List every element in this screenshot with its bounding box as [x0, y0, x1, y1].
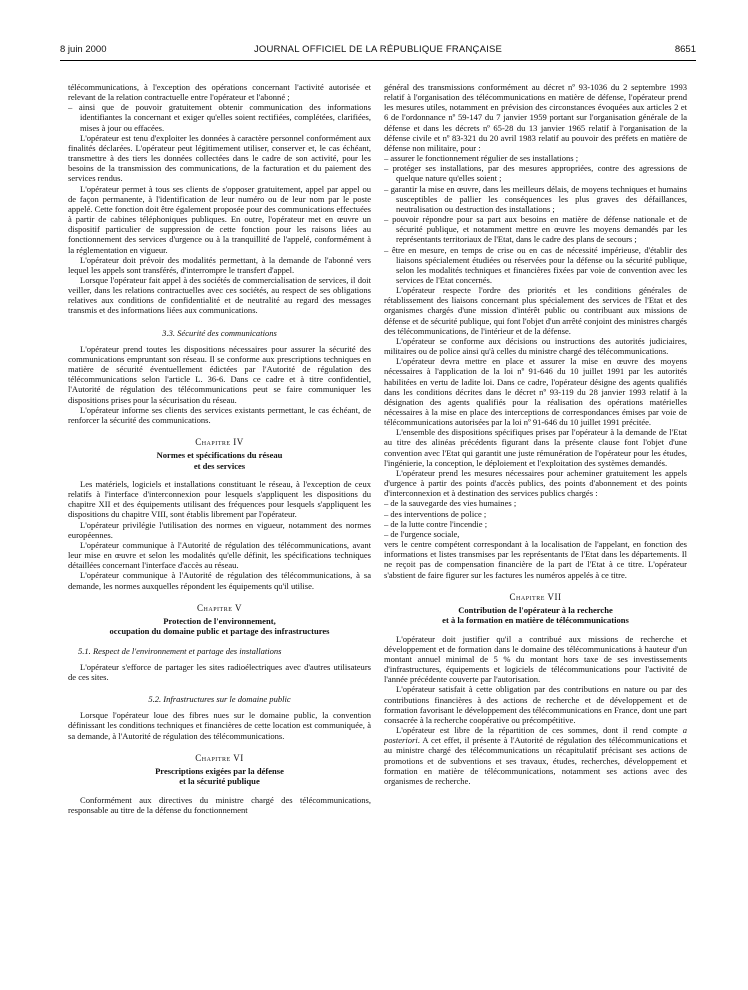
header-rule — [60, 60, 696, 61]
list-item: – garantir la mise en œuvre, dans les meilleurs délais, de moyens techniques et humains susceptibles de pallier les conséquences les plus graves des défaillances, neutralisation ou destruction des installations ; — [384, 183, 687, 214]
paragraph: Lorsque l'opérateur loue des fibres nues sur le domaine public, la convention définissant les conditions techniques et financières de cette location est communiquée, à sa demande, à l'Autorité de régulation des télécommunications. — [68, 710, 371, 741]
paragraph: L'opérateur se conforme aux décisions ou instructions des autorités judiciaires, militaires ou de police ainsi qu'à celles du ministre chargé des télécommunications. — [384, 335, 687, 357]
section-heading-5-2: 5.2. Infrastructures sur le domaine public — [148, 694, 291, 705]
list-item: – assurer le fonctionnement régulier de ses installations ; — [384, 153, 579, 164]
paragraph — [384, 725, 687, 786]
chapter-heading-vii: Chapitre VII — [509, 591, 562, 602]
list-item: – pouvoir répondre pour sa part aux besoins en matière de défense nationale et de sécurité publique, et notamment mettre en œuvre les moyens demandés par les représentants territoriaux de l'Etat, dans le cadre des plans de secours ; — [384, 214, 687, 245]
chapter-title-vii — [384, 605, 687, 626]
page-header — [60, 44, 696, 60]
list-item: – de l'urgence sociale, — [384, 528, 460, 539]
chapter-title-line: et des services — [193, 460, 246, 471]
paragraph: L'opérateur privilégie l'utilisation des normes en vigueur, notamment des normes européennes. — [68, 519, 371, 540]
paragraph: L'opérateur informe ses clients des services existants permettant, le cas échéant, de renforcer la sécurité des communications. — [68, 404, 371, 425]
paragraph: L'opérateur devra mettre en place et assurer la mise en œuvre des moyens nécessaires à l'application de la loi nº 91-646 du 10 juillet 1991 par les autorités habilitées en vertu de ladite loi. Dans ce cadre, l'opérateur désigne des agents qualifiés dans les conditions décrites dans le décret nº 93-119 du 28 janvier 1993 relatif à la désignation des agents qualifiés pour la réalisation des opérations matérielles nécessaires à la mise en place des interceptions de correspondances émises par voie de télécommunications autorisées par la loi nº 91-646 du 10 juillet 1991 précitée. — [384, 356, 687, 428]
list-item: – de la sauvegarde des vies humaines ; — [384, 498, 517, 509]
chapter-heading-v: Chapitre V — [197, 602, 242, 613]
list-item: – ainsi que de pouvoir gratuitement obtenir communication des informations identifiantes la concernant et exiger qu'elles soient rectifiées, complétées, clarifiées, mises à jour ou effacées. — [68, 102, 371, 133]
paragraph: L'opérateur prend les mesures nécessaires pour acheminer gratuitement les appels d'urgence à partir des points d'accès publics, des points d'abonnement et des points d'interconnexion et à destination des services publics chargés : — [384, 467, 687, 499]
right-column — [384, 82, 687, 972]
text-run: . A cet effet, il présente à l'Autorité de régulation des télécommunications et au ministre chargé des télécommunications un récapitulatif précisant ses actions de promotions et de subventions et ses travaux, études, recherches, développement et formation en matière de télécommunications, notamment ses actions avec des organismes de recherche. — [384, 735, 687, 786]
paragraph: L'opérateur satisfait à cette obligation par des contributions en nature ou par des contributions financières à des actions de recherche et de développement et de formation favorisant le développement des télécommunications en France, dont une part consacrée à la recherche coopérative ou précompétitive. — [384, 684, 687, 725]
chapter-title-vi — [68, 766, 371, 787]
chapter-title-line: Protection de l'environnement, — [163, 615, 276, 626]
paragraph: L'opérateur s'efforce de partager les sites radioélectriques avec d'autres utilisateurs de ces sites. — [68, 661, 371, 682]
paragraph: L'ensemble des dispositions spécifiques prises par l'opérateur à la demande de l'Etat au titre des alinéas précédents figurant dans la présente clause font l'objet d'une convention avec l'Etat qui garantit une juste rémunération de l'opérateur pour les études, l'ingénierie, la conception, le déploiement et l'exploitation des systèmes demandés. — [384, 427, 687, 468]
paragraph: L'opérateur prend toutes les dispositions nécessaires pour assurer la sécurité des communications empruntant son réseau. Il se conforme aux prescriptions techniques en matière de sécurité éventuellement édictées par l'Autorité de régulation des télécommunications selon l'article L. 36-6. Dans ce cadre et à titre confidentiel, l'Autorité de régulation des télécommunications peut se faire communiquer les dispositions prises pour la sécurisation du réseau. — [68, 343, 371, 405]
paragraph: L'opérateur est tenu d'exploiter les données à caractère personnel conformément aux finalités déclarées. L'opérateur peut légitimement utiliser, conserver et, le cas échéant, transmettre à des tiers les données collectées dans le cadre de son activité, pour les besoins de la transmission des communications, de la facturation et du paiement des services rendus. — [68, 132, 371, 184]
list-item: – être en mesure, en temps de crise ou en cas de nécessité impérieuse, d'établir des liaisons spécialement étudiées ou réservées pour la défense ou la sécurité publique, selon les modalités techniques et financières fixées par voie de convention avec les services de l'Etat concernés. — [384, 244, 687, 285]
text-run: L'opérateur est libre de la répartition de ces sommes, dont il rend compte — [396, 725, 683, 736]
continued-text: général des transmissions conformément au décret nº 93-1036 du 2 septembre 1993 relatif à l'organisation des télécommunications en matière de défense, l'opérateur prend les mesures utiles, notamment en prévision des circonstances évoquées aux articles 2 et 6 de l'ordonnance nº 59-147 du 7 janvier 1959 portant sur l'organisation générale de la défense et dans les décrets nº 65-28 du 13 janvier 1965 relatif à l'organisation de la défense civile et nº 83-321 du 20 avril 1983 relatif au pouvoir des préfets en matière de défense non militaire, pour : — [384, 82, 687, 153]
italic-term: a posteriori — [384, 725, 687, 746]
journal-title: JOURNAL OFFICIEL DE LA RÉPUBLIQUE FRANÇAISE — [253, 44, 503, 55]
paragraph: Conformément aux directives du ministre chargé des télécommunications, responsable au titre de la défense du fonctionnement — [68, 794, 371, 815]
chapter-title-line: et à la formation en matière de télécommunications — [442, 615, 629, 626]
chapter-heading-iv: Chapitre IV — [195, 437, 244, 447]
list-item: – de la lutte contre l'incendie ; — [384, 518, 488, 529]
chapter-title-line: Normes et spécifications du réseau — [156, 450, 283, 461]
issue-date: 8 juin 2000 — [60, 44, 107, 55]
chapter-title-v — [68, 616, 371, 637]
section-heading-5-1: 5.1. Respect de l'environnement et partage des installations — [78, 645, 282, 656]
paragraph: L'opérateur respecte l'ordre des priorités et les conditions générales de rétablissement des liaisons concernant plus spécialement des services de l'Etat et des organismes chargés d'une mission d'intérêt public ou contribuant aux missions de défense et de sécurité publique, qui font l'objet d'un arrêté conjoint des ministres chargés des télécommunications, de l'intérieur et de la défense. — [384, 285, 687, 336]
chapter-heading-vi: Chapitre VI — [195, 752, 244, 763]
section-heading-3-3: 3.3. Sécurité des communications — [162, 327, 277, 338]
left-column — [68, 82, 371, 972]
continued-text: télécommunications, à l'exception des opérations concernant l'activité autorisée et relevant de la relation contractuelle entre l'opérateur et l'abonné ; — [68, 82, 371, 103]
paragraph: L'opérateur doit justifier qu'il a contribué aux missions de recherche et développement et de formation dans le domaine des télécommunications à hauteur d'un montant annuel minimal de 5 % du montant hors taxe de ses investissements d'infrastructures, équipements et logiciels de télécommunications pour l'activité de l'année précédente couverte par l'autorisation. — [384, 633, 687, 685]
chapter-title-iv — [68, 450, 371, 471]
paragraph: Les matériels, logiciels et installations constituant le réseau, à l'exception de ceux relatifs à l'interface d'interconnexion pour lesquels s'appliquent les dispositions du chapitre XII et des équipements utilisant des fréquences pour lesquels s'appliquent les dispositions du chapitre VIII, sont établis librement par l'opérateur. — [68, 478, 371, 520]
paragraph: L'opérateur communique à l'Autorité de régulation des télécommunications, avant leur mise en œuvre et selon les modalités qu'elle définit, les spécifications techniques détaillées concernant l'interface d'accès au réseau. — [68, 539, 371, 571]
paragraph: L'opérateur permet à tous ses clients de s'opposer gratuitement, appel par appel ou de façon permanente, à l'identification de leur numéro ou de leur nom par le poste appelé. Cette fonction doit être également proposée pour des communications effectuées à partir de cabines téléphoniques publiques. En outre, l'opérateur met en œuvre un dispositif particulier de suppression de cette fonction pour les raisons liées au fonctionnement des services d'urgence ou à la tranquillité de l'appelé, conformément à la réglementation en vigueur. — [68, 183, 371, 255]
paragraph: vers le centre compétent correspondant à la localisation de l'appelant, en fonction des informations et listes transmises par les représentants de l'Etat dans les départements. Il ne reçoit pas de compensation financière de la part de l'Etat à ce titre. L'opérateur s'abstient de faire figurer sur les factures les numéros appelés à ce titre. — [384, 539, 687, 580]
list-item: – protéger ses installations, par des mesures appropriées, contre des agressions de quelque nature qu'elles soient ; — [384, 163, 687, 184]
paragraph: Lorsque l'opérateur fait appel à des sociétés de commercialisation de services, il doit veiller, dans les relations contractuelles avec ces sociétés, au respect de ses obligations relatives aux conditions de confidentialité et de neutralité au regard des messages transmis et des informations liées aux communications. — [68, 274, 371, 316]
page-number: 8651 — [674, 44, 696, 55]
chapter-title-line: Prescriptions exigées par la défense — [155, 765, 284, 776]
chapter-title-line: et la sécurité publique — [179, 776, 260, 787]
paragraph: L'opérateur communique à l'Autorité de régulation des télécommunications, à sa demande, les normes auxquelles répondent les équipements qu'il utilise. — [68, 570, 371, 591]
chapter-title-line: Contribution de l'opérateur à la recherche — [458, 604, 613, 615]
chapter-title-line: occupation du domaine public et partage des infrastructures — [109, 626, 330, 637]
list-item: – des interventions de police ; — [384, 508, 487, 519]
paragraph: L'opérateur doit prévoir des modalités permettant, à la demande de l'abonné vers lequel les appels sont transférés, d'interrompre le transfert d'appel. — [68, 254, 371, 275]
